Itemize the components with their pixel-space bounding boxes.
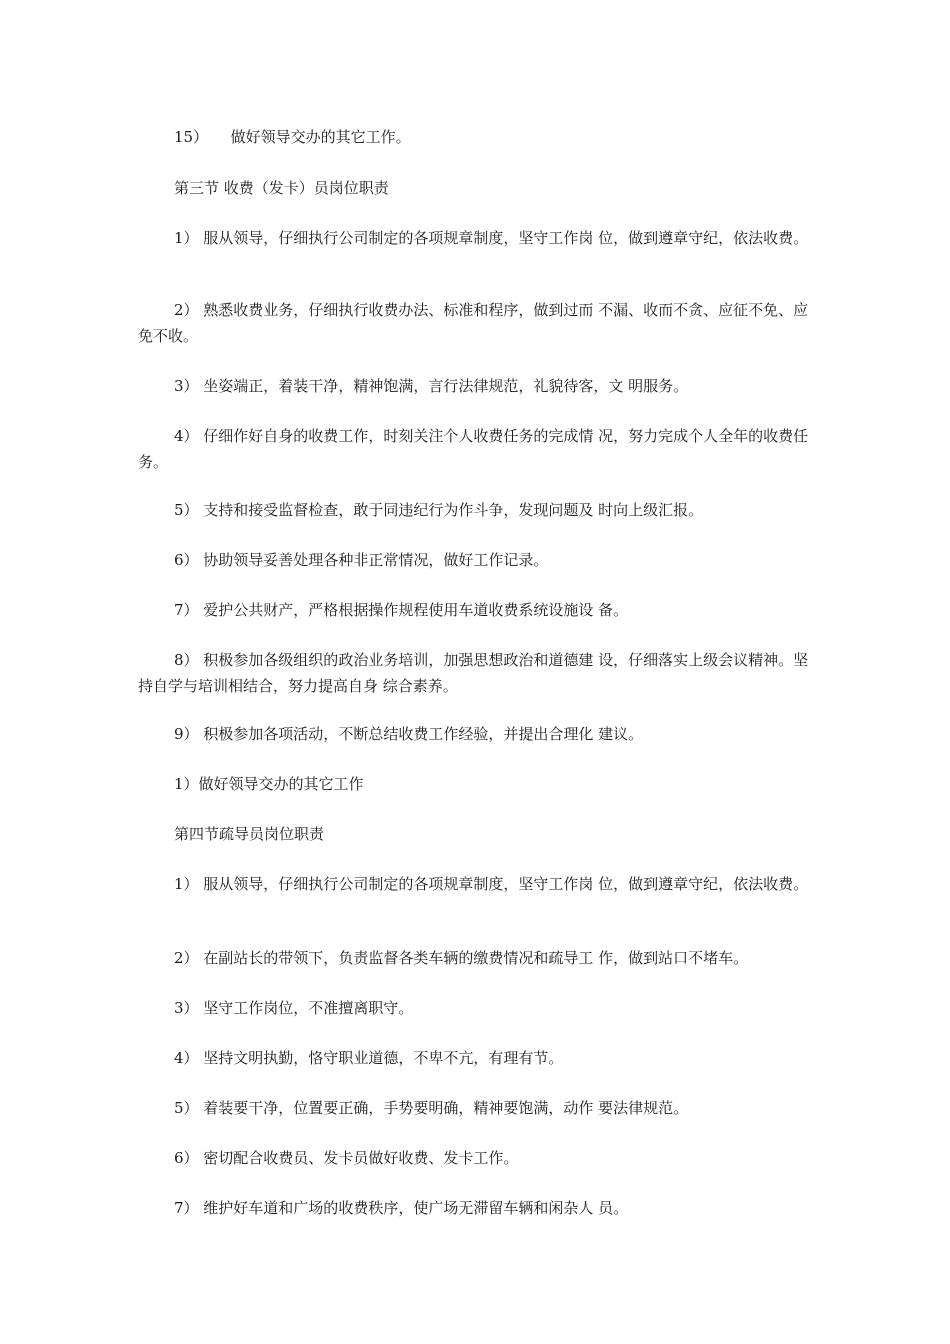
s3-item-4: 4） 仔细作好自身的收费工作，时刻关注个人收费任务的完成情 况，努力完成个人全年的收费任务。 xyxy=(138,427,809,471)
s3-item-9: 9） 积极参加各项活动，不断总结收费工作经验，并提出合理化 建议。 xyxy=(174,725,644,743)
s3-item-8: 8） 积极参加各级组织的政治业务培训，加强思想政治和道德建 设，仔细落实上级会议精神。坚持自学与培训相结合，努力提高自身 综合素养。 xyxy=(138,651,809,695)
s4-item-4: 4） 坚持文明执勤，恪守职业道德，不卑不亢，有理有节。 xyxy=(174,1049,564,1067)
item-15: 15） 做好领导交办的其它工作。 xyxy=(174,128,411,146)
s3-item-7: 7） 爱护公共财产，严格根据操作规程使用车道收费系统设施设 备。 xyxy=(174,601,629,619)
s4-item-1: 1） 服从领导，仔细执行公司制定的各项规章制度，坚守工作岗 位，做到遵章守纪，依法收费。 xyxy=(174,875,809,893)
s4-item-7: 7） 维护好车道和广场的收费秩序，使广场无滞留车辆和闲杂人 员。 xyxy=(174,1199,629,1217)
s3-item-2: 2） 熟悉收费业务，仔细执行收费办法、标准和程序，做到过而 不漏、收而不贪、应征不免、应免不收。 xyxy=(138,301,809,345)
s3-item-10: 1）做好领导交办的其它工作 xyxy=(174,775,364,793)
s3-item-6: 6） 协助领导妥善处理各种非正常情况，做好工作记录。 xyxy=(174,551,549,569)
section-4-heading: 第四节疏导员岗位职责 xyxy=(174,825,325,843)
s3-item-3: 3） 坐姿端正，着装干净，精神饱满，言行法律规范，礼貌待客，文 明服务。 xyxy=(174,377,689,395)
s3-item-5: 5） 支持和接受监督检查，敢于同违纪行为作斗争，发现问题及 时向上级汇报。 xyxy=(174,501,704,519)
s4-item-3: 3） 坚守工作岗位，不准擅离职守。 xyxy=(174,999,414,1017)
s3-item-1: 1） 服从领导，仔细执行公司制定的各项规章制度，坚守工作岗 位，做到遵章守纪，依法收费。 xyxy=(174,229,809,247)
s4-item-2: 2） 在副站长的带领下，负责监督各类车辆的缴费情况和疏导工 作，做到站口不堵车。 xyxy=(174,949,749,967)
s4-item-5: 5） 着装要干净，位置要正确，手势要明确，精神要饱满，动作 要法律规范。 xyxy=(174,1099,689,1117)
section-3-heading: 第三节 收费（发卡）员岗位职责 xyxy=(174,179,389,197)
s4-item-6: 6） 密切配合收费员、发卡员做好收费、发卡工作。 xyxy=(174,1149,519,1167)
